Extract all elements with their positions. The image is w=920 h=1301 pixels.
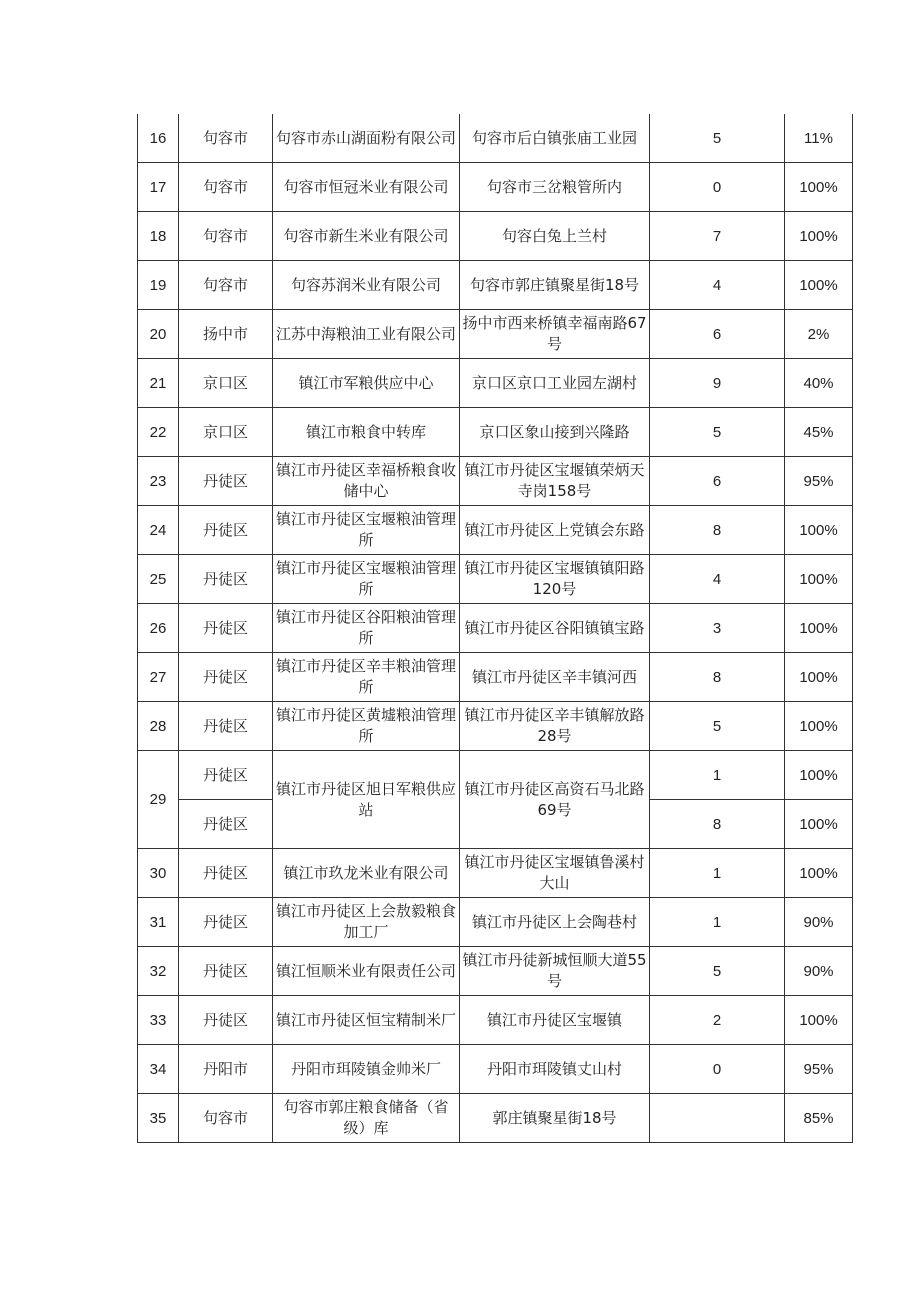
enterprise-name-cell: 镇江恒顺米业有限责任公司 xyxy=(273,947,460,996)
table-row xyxy=(138,751,853,800)
count-cell xyxy=(650,1094,785,1143)
table-row xyxy=(138,604,853,653)
address-cell: 句容市三岔粮管所内 xyxy=(460,163,650,212)
area-cell: 丹徒区 xyxy=(179,800,273,849)
percent-cell: 100% xyxy=(785,163,853,212)
enterprise-name-cell: 江苏中海粮油工业有限公司 xyxy=(273,310,460,359)
percent-cell: 100% xyxy=(785,800,853,849)
row-number: 32 xyxy=(138,947,179,996)
area-cell: 京口区 xyxy=(179,359,273,408)
row-number: 35 xyxy=(138,1094,179,1143)
row-number: 34 xyxy=(138,1045,179,1094)
area-cell: 丹徒区 xyxy=(179,898,273,947)
percent-cell: 40% xyxy=(785,359,853,408)
area-cell: 丹徒区 xyxy=(179,506,273,555)
table-body xyxy=(138,114,853,1143)
percent-cell: 11% xyxy=(785,114,853,163)
enterprise-name-cell: 镇江市丹徒区旭日军粮供应站 xyxy=(273,751,460,849)
address-cell: 镇江市丹徒区宝堰镇 xyxy=(460,996,650,1045)
percent-cell: 100% xyxy=(785,506,853,555)
address-cell: 京口区京口工业园左湖村 xyxy=(460,359,650,408)
row-number: 27 xyxy=(138,653,179,702)
address-cell: 丹阳市珥陵镇丈山村 xyxy=(460,1045,650,1094)
enterprise-name-cell: 镇江市丹徒区恒宝精制米厂 xyxy=(273,996,460,1045)
table-row xyxy=(138,898,853,947)
area-cell: 丹徒区 xyxy=(179,751,273,800)
percent-cell: 95% xyxy=(785,1045,853,1094)
table-row xyxy=(138,114,853,163)
percent-cell: 85% xyxy=(785,1094,853,1143)
address-cell: 镇江市丹徒区辛丰镇解放路28号 xyxy=(460,702,650,751)
address-cell: 镇江市丹徒区宝堰镇镇阳路120号 xyxy=(460,555,650,604)
row-number: 16 xyxy=(138,114,179,163)
address-cell: 镇江市丹徒区高资石马北路69号 xyxy=(460,751,650,849)
table-row xyxy=(138,261,853,310)
percent-cell: 90% xyxy=(785,898,853,947)
count-cell: 8 xyxy=(650,653,785,702)
table-row xyxy=(138,555,853,604)
table-row xyxy=(138,163,853,212)
address-cell: 镇江市丹徒区宝堰镇鲁溪村大山 xyxy=(460,849,650,898)
count-cell: 0 xyxy=(650,1045,785,1094)
row-number: 23 xyxy=(138,457,179,506)
table-row xyxy=(138,408,853,457)
table-row xyxy=(138,310,853,359)
address-cell: 句容市后白镇张庙工业园 xyxy=(460,114,650,163)
percent-cell: 2% xyxy=(785,310,853,359)
table-row xyxy=(138,359,853,408)
percent-cell: 100% xyxy=(785,702,853,751)
area-cell: 句容市 xyxy=(179,163,273,212)
enterprise-name-cell: 镇江市丹徒区谷阳粮油管理所 xyxy=(273,604,460,653)
address-cell: 句容市郭庄镇聚星街18号 xyxy=(460,261,650,310)
enterprise-name-cell: 镇江市玖龙米业有限公司 xyxy=(273,849,460,898)
area-cell: 句容市 xyxy=(179,261,273,310)
row-number: 18 xyxy=(138,212,179,261)
row-number: 26 xyxy=(138,604,179,653)
enterprise-name-cell: 镇江市丹徒区宝堰粮油管理所 xyxy=(273,555,460,604)
row-number: 30 xyxy=(138,849,179,898)
percent-cell: 90% xyxy=(785,947,853,996)
percent-cell: 100% xyxy=(785,261,853,310)
area-cell: 句容市 xyxy=(179,114,273,163)
area-cell: 句容市 xyxy=(179,1094,273,1143)
count-cell: 8 xyxy=(650,506,785,555)
percent-cell: 45% xyxy=(785,408,853,457)
table-row xyxy=(138,506,853,555)
row-number: 31 xyxy=(138,898,179,947)
area-cell: 丹徒区 xyxy=(179,555,273,604)
address-cell: 镇江市丹徒区辛丰镇河西 xyxy=(460,653,650,702)
row-number: 24 xyxy=(138,506,179,555)
count-cell: 6 xyxy=(650,457,785,506)
count-cell: 9 xyxy=(650,359,785,408)
count-cell: 1 xyxy=(650,898,785,947)
table-row xyxy=(138,457,853,506)
row-number: 22 xyxy=(138,408,179,457)
area-cell: 丹徒区 xyxy=(179,996,273,1045)
area-cell: 丹徒区 xyxy=(179,457,273,506)
table-row xyxy=(138,1045,853,1094)
enterprise-name-cell: 镇江市丹徒区黄墟粮油管理所 xyxy=(273,702,460,751)
area-cell: 丹徒区 xyxy=(179,653,273,702)
address-cell: 镇江市丹徒区上党镇会东路 xyxy=(460,506,650,555)
count-cell: 7 xyxy=(650,212,785,261)
row-number: 20 xyxy=(138,310,179,359)
area-cell: 扬中市 xyxy=(179,310,273,359)
enterprise-name-cell: 镇江市军粮供应中心 xyxy=(273,359,460,408)
enterprise-name-cell: 镇江市丹徒区宝堰粮油管理所 xyxy=(273,506,460,555)
grain-enterprise-table xyxy=(137,114,853,1143)
row-number: 33 xyxy=(138,996,179,1045)
enterprise-name-cell: 句容市恒冠米业有限公司 xyxy=(273,163,460,212)
table-row xyxy=(138,947,853,996)
area-cell: 丹徒区 xyxy=(179,604,273,653)
enterprise-name-cell: 镇江市丹徒区幸福桥粮食收储中心 xyxy=(273,457,460,506)
percent-cell: 100% xyxy=(785,849,853,898)
address-cell: 镇江市丹徒新城恒顺大道55号 xyxy=(460,947,650,996)
area-cell: 丹徒区 xyxy=(179,702,273,751)
address-cell: 郭庄镇聚星街18号 xyxy=(460,1094,650,1143)
enterprise-name-cell: 句容市赤山湖面粉有限公司 xyxy=(273,114,460,163)
count-cell: 1 xyxy=(650,849,785,898)
count-cell: 5 xyxy=(650,702,785,751)
area-cell: 句容市 xyxy=(179,212,273,261)
enterprise-name-cell: 镇江市丹徒区辛丰粮油管理所 xyxy=(273,653,460,702)
percent-cell: 100% xyxy=(785,996,853,1045)
address-cell: 扬中市西来桥镇幸福南路67号 xyxy=(460,310,650,359)
percent-cell: 100% xyxy=(785,212,853,261)
enterprise-name-cell: 句容苏润米业有限公司 xyxy=(273,261,460,310)
count-cell: 0 xyxy=(650,163,785,212)
row-number: 29 xyxy=(138,751,179,849)
area-cell: 丹徒区 xyxy=(179,947,273,996)
enterprise-name-cell: 镇江市粮食中转库 xyxy=(273,408,460,457)
count-cell: 3 xyxy=(650,604,785,653)
table-row xyxy=(138,702,853,751)
percent-cell: 100% xyxy=(785,751,853,800)
enterprise-name-cell: 镇江市丹徒区上会敖毅粮食加工厂 xyxy=(273,898,460,947)
address-cell: 镇江市丹徒区宝堰镇荣炳天寺岗158号 xyxy=(460,457,650,506)
row-number: 25 xyxy=(138,555,179,604)
count-cell: 4 xyxy=(650,261,785,310)
row-number: 19 xyxy=(138,261,179,310)
address-cell: 京口区象山接到兴隆路 xyxy=(460,408,650,457)
enterprise-name-cell: 丹阳市珥陵镇金帅米厂 xyxy=(273,1045,460,1094)
enterprise-name-cell: 句容市郭庄粮食储备（省级）库 xyxy=(273,1094,460,1143)
table-row xyxy=(138,1094,853,1143)
row-number: 17 xyxy=(138,163,179,212)
count-cell: 8 xyxy=(650,800,785,849)
percent-cell: 95% xyxy=(785,457,853,506)
count-cell: 6 xyxy=(650,310,785,359)
row-number: 28 xyxy=(138,702,179,751)
count-cell: 5 xyxy=(650,114,785,163)
percent-cell: 100% xyxy=(785,653,853,702)
percent-cell: 100% xyxy=(785,604,853,653)
area-cell: 丹徒区 xyxy=(179,849,273,898)
count-cell: 4 xyxy=(650,555,785,604)
table-row xyxy=(138,849,853,898)
row-number: 21 xyxy=(138,359,179,408)
table-row xyxy=(138,212,853,261)
table-row xyxy=(138,996,853,1045)
percent-cell: 100% xyxy=(785,555,853,604)
address-cell: 镇江市丹徒区上会陶巷村 xyxy=(460,898,650,947)
address-cell: 镇江市丹徒区谷阳镇镇宝路 xyxy=(460,604,650,653)
table-row xyxy=(138,653,853,702)
count-cell: 5 xyxy=(650,408,785,457)
count-cell: 5 xyxy=(650,947,785,996)
address-cell: 句容白兔上兰村 xyxy=(460,212,650,261)
count-cell: 2 xyxy=(650,996,785,1045)
enterprise-name-cell: 句容市新生米业有限公司 xyxy=(273,212,460,261)
count-cell: 1 xyxy=(650,751,785,800)
area-cell: 京口区 xyxy=(179,408,273,457)
area-cell: 丹阳市 xyxy=(179,1045,273,1094)
